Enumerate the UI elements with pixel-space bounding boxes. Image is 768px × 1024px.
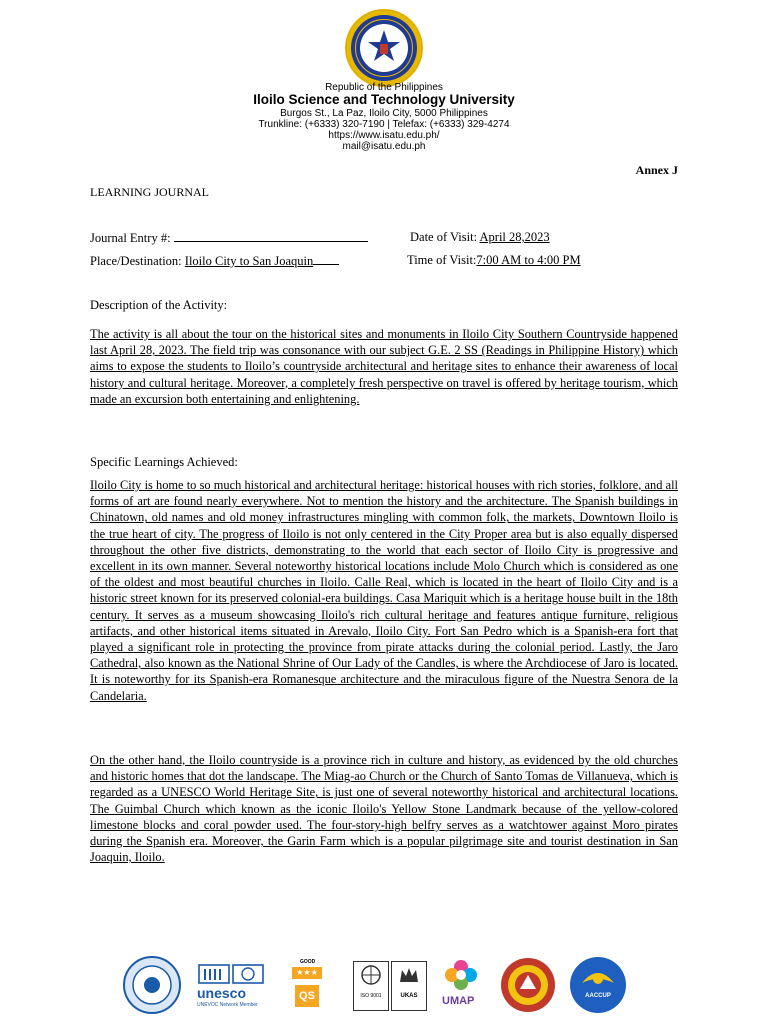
header-email[interactable]: mail@isatu.edu.ph: [342, 141, 426, 152]
iso-globe-icon: [354, 962, 388, 988]
aaccup-seal-icon: [568, 955, 628, 1015]
unesco-temple-icon: [197, 963, 267, 985]
description-body: The activity is all about the tour on the historical sites and monuments in Iloilo City Southern Countryside happened last April 28, 2023. The field trip was consonance with our subject G.E. 2 SS (Readings in Philippine History) which aims to expose the students to Iloilo’s countryside architectural and heritage sites to enhance their awareness of local history and cultural heritage. Moreover, a completely fresh perspective on travel is offered by heritage tourism, which made an excursion both entertaining and enlightening.: [90, 327, 678, 406]
header-phones: Trunkline: (+6333) 320-7190 | Telefax: (+6333) 329-4274: [258, 119, 510, 130]
iso-label: ISO 9001: [360, 993, 382, 999]
learnings-paragraph-1: Iloilo City is home to so much historical and architectural heritage: historical houses with rich stories, folklore, and all forms of art are found nearly everywhere. Not to mention the history and the architecture. The Spanish buildings in Chinatown, old names and old money infrastructures mingling with common folk, the markets, Downtown Iloilo is the true heart of city. The progress of Iloilo is not only centered in the City Proper area but is also equally dispersed throughout the other five districts, demonstrating to the world that each sector of Iloilo City is progressive and excellent in its own manner. Several noteworthy historical locations include Molo Church which is considered as one of the oldest and most beautiful churches in Iloilo. Calle Real, which is located in the heart of Iloilo City and is a historic street known for its preserved colonial-era buildings. Casa Mariquit which is a heritage house built in the 18th century. It serves as a museum showcasing Iloilo's rich cultural heritage and features antique furniture, religious artifacts, and other historical items situated in Arevalo, Iloilo City. Fort San Pedro which is a Spanish-era fort that played a significant role in protecting the province from pirate attacks during the colonial period. Lastly, the Jaro Cathedral, also known as the National Shrine of Our Lady of the Candles, is where the Archdiocese of Jaro is located. It is noteworthy for its Spanish-era Romanesque architecture and the miraculous figure of the Nuestra Senora de la Candelaria.: [90, 478, 678, 703]
date-row: [410, 230, 550, 245]
crown-icon: [392, 962, 426, 988]
aaccup-label: AACCUP: [585, 993, 611, 999]
journal-entry-label: Journal Entry #:: [90, 231, 171, 245]
umap-logo: [438, 955, 484, 1015]
journal-entry-row: [90, 230, 368, 246]
place-blank: [313, 253, 339, 265]
aaccup-logo: [568, 955, 630, 1015]
header-address: Burgos St., La Paz, Iloilo City, 5000 Philippines: [280, 108, 488, 119]
qs-top-label: GOOD: [300, 959, 316, 965]
time-value: 7:00 AM to 4:00 PM: [476, 253, 581, 267]
unesco-name: unesco: [197, 985, 247, 1001]
qs-label: QS: [295, 985, 319, 1007]
red-gear-logo: [498, 955, 560, 1015]
iso-badge: [353, 961, 389, 1011]
gear-icon: [498, 955, 558, 1015]
university-seal-logo: [344, 8, 424, 88]
qs-stars-logo: [288, 955, 338, 1015]
time-row: [407, 253, 581, 268]
time-label: Time of Visit:: [407, 253, 477, 267]
umap-flower-icon: [441, 957, 481, 993]
place-value: Iloilo City to San Joaquin: [184, 254, 314, 268]
document-title: LEARNING JOURNAL: [90, 185, 209, 199]
date-value: April 28,2023: [479, 230, 550, 244]
unesco-logo: [195, 955, 270, 1015]
umap-label: UMAP: [442, 995, 475, 1007]
learnings-heading: Specific Learnings Achieved:: [90, 455, 238, 469]
iso-ukas-logo: [353, 955, 433, 1015]
qs-stars: ★★★: [292, 967, 322, 979]
annex-label: Annex J: [635, 163, 678, 177]
date-label: Date of Visit:: [410, 230, 478, 244]
ukas-label: UKAS: [400, 993, 418, 999]
ukas-badge: [391, 961, 427, 1011]
journal-entry-blank[interactable]: [174, 230, 368, 242]
seal-logo-1: [120, 955, 190, 1015]
description-heading: Description of the Activity:: [90, 298, 228, 312]
learnings-paragraph-2: On the other hand, the Iloilo countryside is a province rich in culture and history, as evidenced by the old churches and historic homes that dot the landscape. The Miag-ao Church or the Church of Santo Tomas de Villanueva, which is regarded as a UNESCO World Heritage Site, is just one of several noteworthy historical and architectural locations. The Guimbal Church which known as the iconic Iloilo's Yellow Stone Landmark because of the yellow-colored limestone blocks and coral powder used. The four-story-high belfry serves as a watchtower against Moro pirates during the Spanish era. Moreover, the Garin Farm which is a popular pilgrimage site and tourist destination in San Joaquin, Iloilo.: [90, 753, 678, 865]
header-website[interactable]: https://www.isatu.edu.ph/: [328, 130, 440, 141]
header-republic: Republic of the Philippines: [325, 82, 443, 93]
circular-seal-icon: [120, 955, 184, 1015]
unesco-subtitle: UNEVOC Network Member: [197, 1002, 258, 1008]
place-label: Place/Destination:: [90, 254, 182, 268]
place-row: [90, 253, 339, 269]
header-university-name: Iloilo Science and Technology University: [253, 92, 515, 107]
